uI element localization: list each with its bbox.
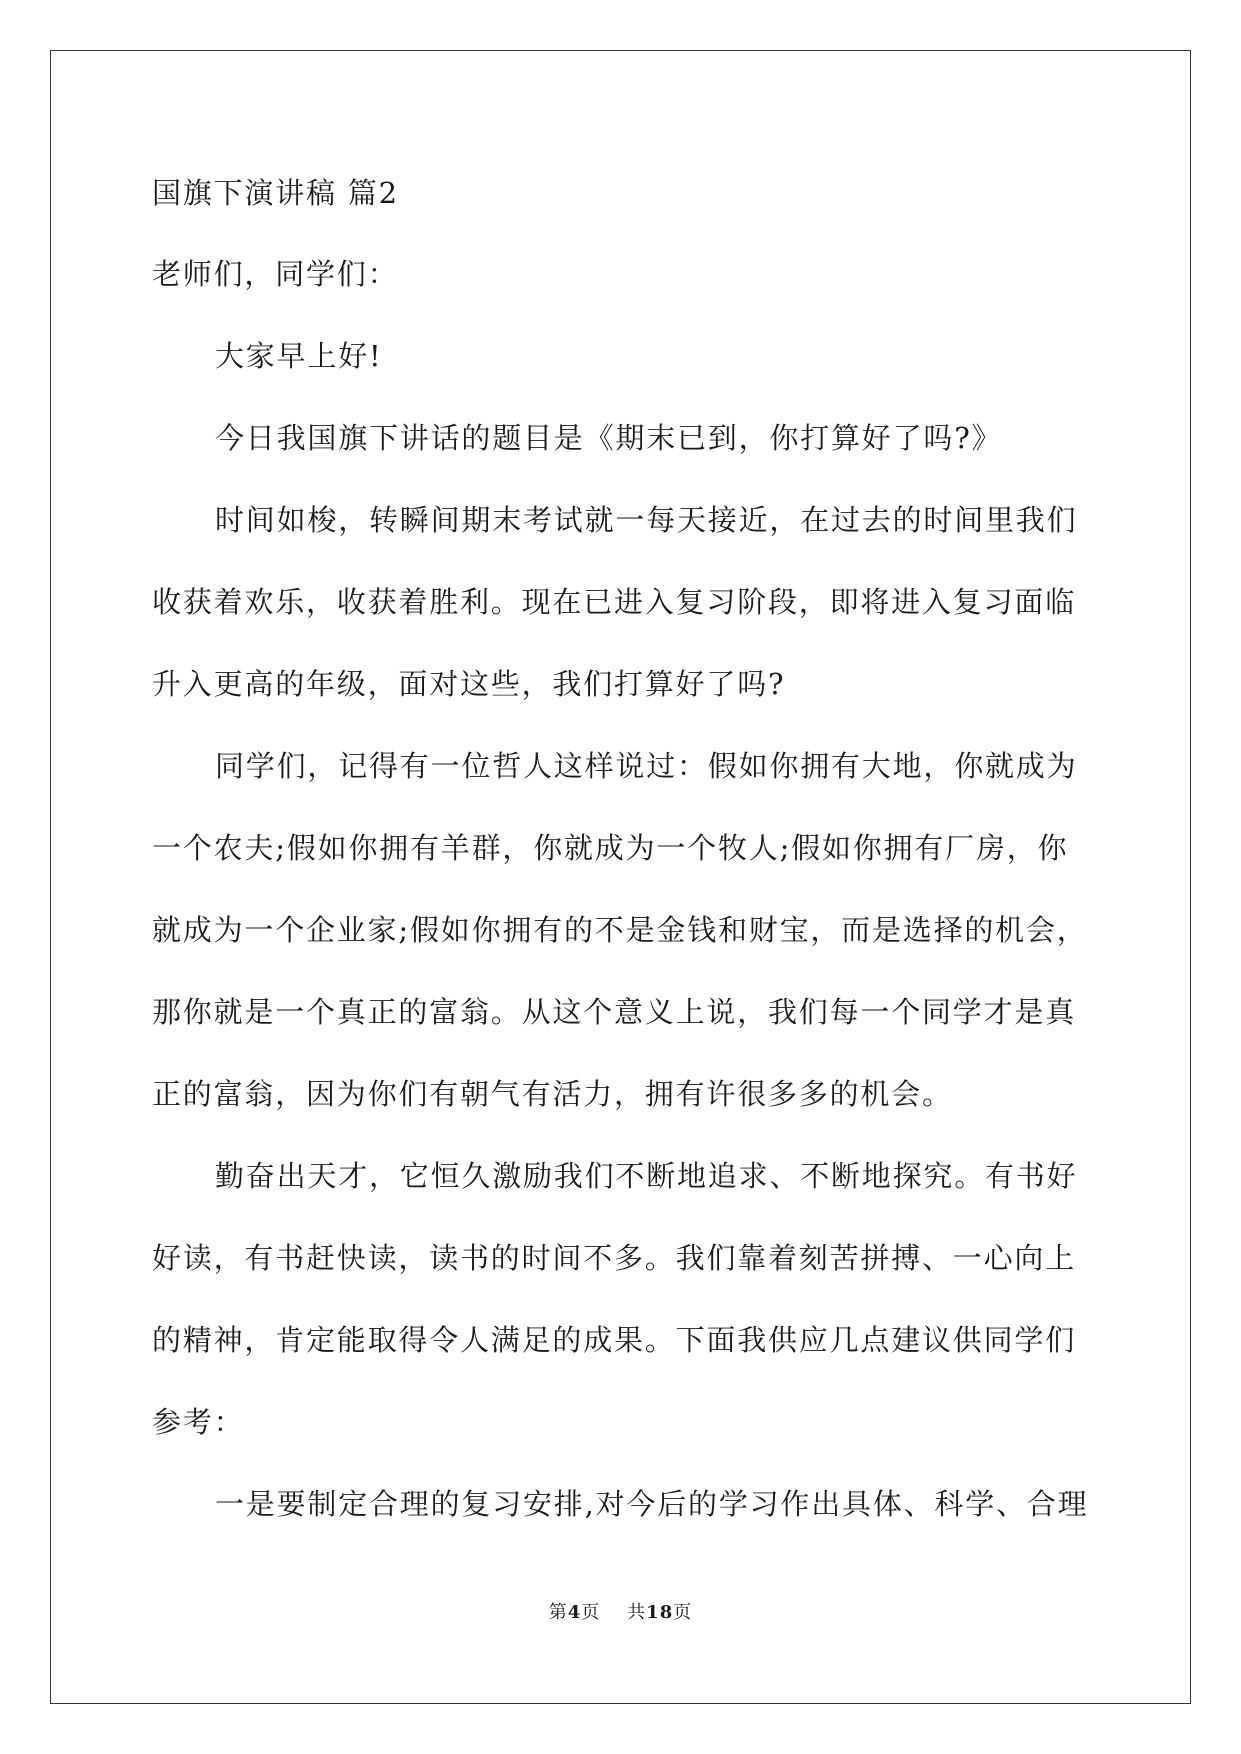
text-line: 正的富翁，因为你们有朝气有活力，拥有许很多多的机会。 <box>152 1077 953 1111</box>
footer-page-suffix: 页 <box>581 1602 601 1623</box>
text-line: 同学们，记得有一位哲人这样说过：假如你拥有大地，你就成为 <box>215 749 1078 783</box>
text-line: 勤奋出天才，它恒久激励我们不断地追求、不断地探究。有书好 <box>215 1159 1078 1193</box>
page-footer <box>0 1598 1241 1624</box>
text-line: 今日我国旗下讲话的题目是《期末已到，你打算好了吗?》 <box>215 421 1003 455</box>
text-line: 大家早上好! <box>215 339 383 373</box>
text-line: 一是要制定合理的复习安排,对今后的学习作出具体、科学、合理 <box>215 1487 1089 1521</box>
footer-total-prefix: 共 <box>627 1602 647 1623</box>
text-line: 好读，有书赶快读，读书的时间不多。我们靠着刻苦拼搏、一心向上 <box>152 1241 1077 1275</box>
footer-prefix: 第 <box>548 1602 568 1623</box>
footer-total-suffix: 页 <box>673 1602 693 1623</box>
total-page-number: 18 <box>646 1602 674 1623</box>
text-line: 收获着欢乐，收获着胜利。现在已进入复习阶段，即将进入复习面临 <box>152 585 1077 619</box>
text-line: 就成为一个企业家;假如你拥有的不是金钱和财宝，而是选择的机会， <box>152 913 1088 947</box>
text-line: 老师们，同学们： <box>152 257 399 291</box>
document-title: 国旗下演讲稿 篇2 <box>152 176 399 210</box>
document-body <box>152 163 1112 1545</box>
current-page-number: 4 <box>567 1602 582 1623</box>
text-line: 时间如梭，转瞬间期末考试就一每天接近，在过去的时间里我们 <box>215 503 1078 537</box>
text-line: 的精神，肯定能取得令人满足的成果。下面我供应几点建议供同学们 <box>152 1323 1077 1357</box>
text-line: 参考： <box>152 1405 245 1439</box>
text-line: 升入更高的年级，面对这些，我们打算好了吗? <box>152 667 786 701</box>
text-line: 那你就是一个真正的富翁。从这个意义上说，我们每一个同学才是真 <box>152 995 1077 1029</box>
text-line: 一个农夫;假如你拥有羊群，你就成为一个牧人;假如你拥有厂房，你 <box>152 831 1069 865</box>
paragraph-lines <box>152 233 1112 1545</box>
